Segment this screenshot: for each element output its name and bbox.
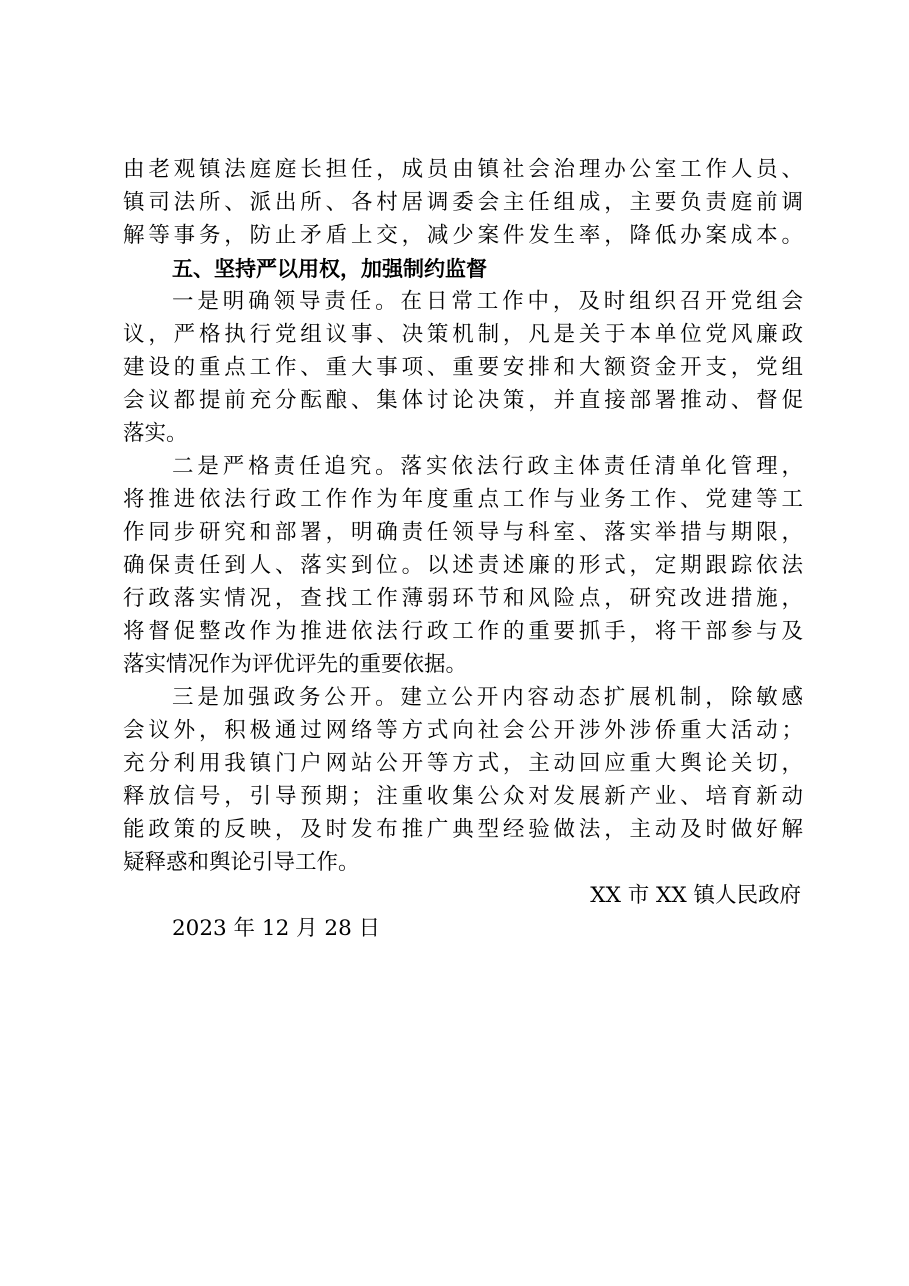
paragraph-line: 落实情况作为评优评先的重要依据。 <box>123 652 468 677</box>
paragraph-line: 释放信号，引导预期；注重收集公众对发展新产业、培育新动 <box>123 784 803 809</box>
paragraph-line: 会议都提前充分酝酿、集体讨论决策，并直接部署推动、督促 <box>123 388 803 413</box>
paragraph-line: 一是明确领导责任。在日常工作中，及时组织召开党组会 <box>172 289 803 314</box>
paragraph-line: 将推进依法行政工作作为年度重点工作与业务工作、党建等工 <box>123 487 803 512</box>
paragraph-line: 议，严格执行党组议事、决策机制，凡是关于本单位党风廉政 <box>123 322 803 347</box>
intro-line: 镇司法所、派出所、各村居调委会主任组成，主要负责庭前调 <box>123 190 803 215</box>
paragraph-line: 三是加强政务公开。建立公开内容动态扩展机制，除敏感 <box>172 685 803 710</box>
section-heading: 五、坚持严以用权，加强制约监督 <box>172 257 487 281</box>
intro-line: 由老观镇法庭庭长担任，成员由镇社会治理办公室工作人员、 <box>123 157 803 182</box>
document-date: 2023 年 12 月 28 日 <box>172 916 381 941</box>
paragraph-line: 建设的重点工作、重大事项、重要安排和大额资金开支，党组 <box>123 355 803 380</box>
paragraph-line: 充分利用我镇门户网站公开等方式，主动回应重大舆论关切， <box>123 751 803 776</box>
paragraph-line: 疑释惑和舆论引导工作。 <box>123 850 360 875</box>
paragraph-line: 能政策的反映，及时发布推广典型经验做法，主动及时做好解 <box>123 817 803 842</box>
paragraph-line: 作同步研究和部署，明确责任领导与科室、落实举措与期限， <box>123 520 803 545</box>
paragraph-line: 行政落实情况，查找工作薄弱环节和风险点，研究改进措施， <box>123 586 803 611</box>
paragraph-line: 会议外，积极通过网络等方式向社会公开涉外涉侨重大活动； <box>123 718 803 743</box>
paragraph-line: 落实。 <box>123 421 188 446</box>
paragraph-line: 将督促整改作为推进依法行政工作的重要抓手，将干部参与及 <box>123 619 803 644</box>
signature-organization: XX 市 XX 镇人民政府 <box>590 883 801 908</box>
intro-line: 解等事务，防止矛盾上交，减少案件发生率，降低办案成本。 <box>123 223 803 248</box>
paragraph-line: 二是严格责任追究。落实依法行政主体责任清单化管理， <box>172 454 803 479</box>
paragraph-line: 确保责任到人、落实到位。以述责述廉的形式，定期跟踪依法 <box>123 553 803 578</box>
